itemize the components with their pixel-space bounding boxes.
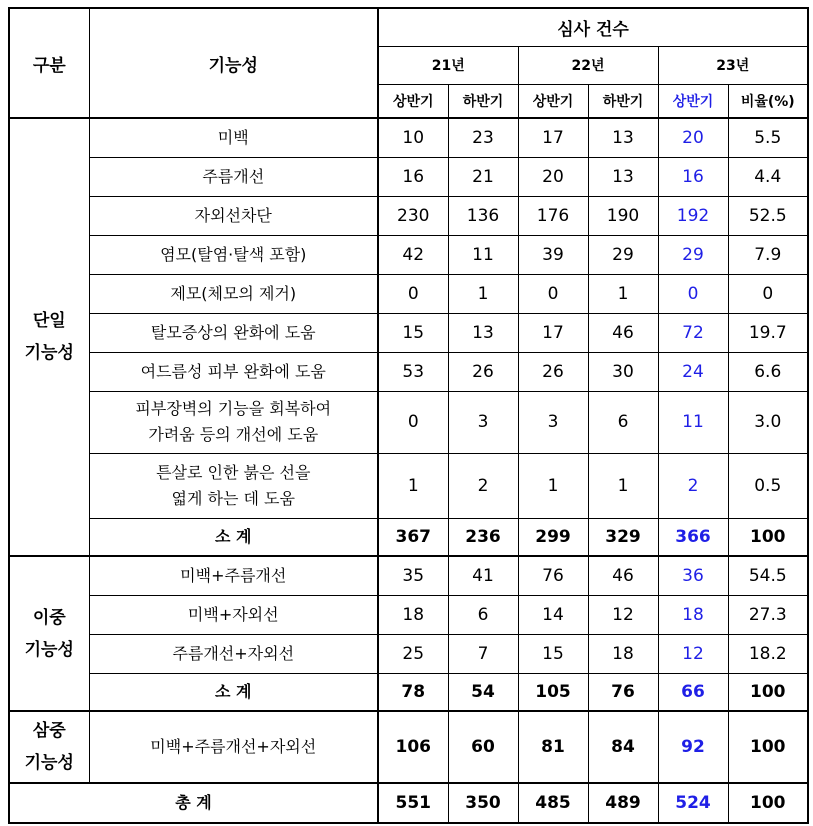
subtotal-value [728,518,808,556]
table-row [9,118,808,157]
text-line: 가려움 등의 개선에 도움 [148,425,319,444]
text-line: 18 [402,604,425,625]
table-row [9,274,808,313]
text-line: 1 [617,475,629,496]
total-value [658,783,728,823]
text-line: 주름개선+자외선 [172,643,295,663]
text-line: 0 [762,283,774,304]
text-line: 18 [682,604,704,625]
value-cell [378,274,448,313]
text-line: 192 [676,205,710,226]
text-line: 3.0 [754,412,782,432]
value-cell [658,118,728,157]
value-cell [588,235,658,274]
text-line: 11 [472,244,494,265]
text-line: 엷게 하는 데 도움 [171,488,295,508]
table-row [9,352,808,391]
text-line: 탈모증상의 완화에 도움 [150,322,316,342]
value-cell [378,556,448,595]
value-cell [658,313,728,352]
value-cell [588,274,658,313]
subtotal-value [448,518,518,556]
text-line: 14 [542,604,564,625]
function-label [89,711,378,783]
text-line: 0 [547,283,559,304]
value-cell [728,118,808,157]
value-cell [378,196,448,235]
value-cell [658,556,728,595]
text-line: 11 [682,412,704,432]
value-cell [518,118,588,157]
text-line: 105 [535,681,571,702]
text-line: 485 [535,793,571,813]
text-line: 삼중 [32,721,66,741]
text-line: 524 [675,793,711,813]
value-cell [518,453,588,518]
subtotal-row [9,673,808,711]
value-cell [448,313,518,352]
function-label [89,196,378,235]
value-cell [658,595,728,634]
table-row [9,634,808,673]
value-cell [448,711,518,783]
header-year-22: 22년 [518,46,658,84]
value-cell [728,634,808,673]
function-label [89,118,378,157]
value-cell [378,118,448,157]
total-value [728,783,808,823]
header-row-1 [9,8,808,46]
text-line: 53 [402,361,425,382]
text-line: 236 [465,526,501,547]
value-cell [378,313,448,352]
function-label [89,313,378,352]
text-line: 0 [407,412,419,432]
value-cell [448,453,518,518]
text-line: 76 [542,565,564,586]
text-line: 92 [681,737,705,757]
text-line: 16 [402,166,425,187]
table-body [9,8,808,823]
value-cell [728,352,808,391]
value-cell [518,595,588,634]
text-line: 기능성 [24,639,74,660]
review-count-table [8,7,809,824]
subtotal-value [728,673,808,711]
value-cell [728,453,808,518]
text-line: 17 [542,322,564,343]
text-line: 190 [606,205,640,226]
function-label [89,352,378,391]
subtotal-value [378,673,448,711]
subtotal-label [89,518,378,556]
value-cell [378,391,448,453]
value-cell [588,313,658,352]
text-line: 13 [472,322,494,343]
text-line: 230 [397,205,430,226]
text-line: 20 [682,127,704,148]
text-line: 13 [612,166,634,187]
value-cell [588,391,658,453]
text-line: 1 [547,475,559,496]
value-cell [518,634,588,673]
value-cell [588,196,658,235]
subtotal-value [588,518,658,556]
value-cell [588,453,658,518]
value-cell [378,157,448,196]
text-line: 136 [466,205,500,226]
text-line: 54 [471,681,495,702]
text-line: 0.5 [754,475,782,496]
text-line: 18 [612,643,634,664]
text-line: 미백+주름개선+자외선 [150,737,317,756]
text-line: 551 [395,793,431,813]
table-row [9,453,808,518]
text-line: 489 [605,793,641,813]
function-label [89,453,378,518]
subtotal-value [658,518,728,556]
text-line: 13 [612,127,634,148]
value-cell [378,453,448,518]
subtotal-value [658,673,728,711]
text-line: 46 [612,322,634,343]
value-cell [658,352,728,391]
value-cell [588,352,658,391]
table-row [9,157,808,196]
value-cell [658,274,728,313]
total-value [378,783,448,823]
function-label [89,235,378,274]
text-line: 42 [402,244,425,265]
value-cell [588,711,658,783]
text-line: 78 [401,681,426,702]
text-line: 15 [542,643,564,664]
value-cell [588,595,658,634]
text-line: 176 [536,205,570,226]
text-line: 18.2 [748,643,787,664]
header-year-23: 23년 [658,46,808,84]
total-label [9,783,378,823]
text-line: 29 [682,244,704,265]
value-cell [518,274,588,313]
value-cell [448,595,518,634]
value-cell [448,634,518,673]
text-line: 100 [750,737,786,757]
text-line: 106 [395,737,431,757]
function-label [89,157,378,196]
table-row [9,391,808,453]
value-cell [518,352,588,391]
text-line: 54.5 [748,565,787,586]
table-row [9,711,808,783]
text-line: 35 [402,565,425,586]
header-year-21: 21년 [378,46,518,84]
total-value [588,783,658,823]
subtotal-row [9,518,808,556]
text-line: 66 [681,681,705,702]
value-cell [658,453,728,518]
text-line: 25 [402,643,425,664]
text-line: 미백+자외선 [187,604,279,624]
text-line: 미백 [217,127,249,147]
text-line: 52.5 [748,205,787,226]
text-line: 81 [541,737,565,757]
header-function: 기능성 [89,8,378,118]
value-cell [378,595,448,634]
value-cell [448,235,518,274]
text-line: 제모(체모의 제거) [170,283,297,303]
value-cell [728,595,808,634]
value-cell [658,157,728,196]
text-line: 100 [750,681,786,702]
value-cell [728,157,808,196]
text-line: 27.3 [748,604,787,625]
text-line: 1 [407,475,419,496]
header-22-h1: 상반기 [518,84,588,118]
text-line: 46 [612,565,634,586]
value-cell [728,313,808,352]
value-cell [588,556,658,595]
value-cell [588,157,658,196]
value-cell [518,711,588,783]
value-cell [448,556,518,595]
text-line: 29 [612,244,634,265]
text-line: 6 [617,412,629,432]
header-21-h2: 하반기 [448,84,518,118]
text-line: 소 계 [215,681,252,701]
value-cell [518,313,588,352]
text-line: 26 [542,361,564,382]
text-line: 17 [542,127,564,148]
value-cell [588,634,658,673]
text-line: 100 [750,793,786,813]
table-row [9,595,808,634]
value-cell [448,274,518,313]
table-row [9,313,808,352]
value-cell [658,634,728,673]
value-cell [518,556,588,595]
text-line: 76 [611,681,635,702]
text-line: 84 [611,737,635,757]
text-line: 3 [547,412,559,432]
value-cell [658,235,728,274]
header-23-h1: 상반기 [658,84,728,118]
group-name [9,711,89,783]
subtotal-value [588,673,658,711]
value-cell [518,196,588,235]
header-review-count: 심사 건수 [378,8,808,46]
value-cell [448,352,518,391]
text-line: 기능성 [24,343,74,363]
text-line: 0 [687,283,699,304]
text-line: 단일 [32,311,66,331]
text-line: 소 계 [215,526,252,546]
header-21-h1: 상반기 [378,84,448,118]
text-line: 21 [472,166,494,187]
value-cell [728,556,808,595]
text-line: 19.7 [748,322,787,343]
text-line: 자외선차단 [194,205,272,225]
text-line: 100 [750,526,786,547]
text-line: 이중 [32,607,66,628]
value-cell [658,196,728,235]
value-cell [658,391,728,453]
subtotal-value [518,673,588,711]
value-cell [728,711,808,783]
total-row [9,783,808,823]
function-label [89,634,378,673]
text-line: 299 [535,526,571,547]
text-line: 6.6 [754,361,782,382]
text-line: 367 [395,526,431,547]
value-cell [518,391,588,453]
value-cell [378,634,448,673]
text-line: 12 [612,604,634,625]
text-line: 36 [682,565,704,586]
text-line: 3 [477,412,489,432]
value-cell [728,235,808,274]
text-line: 주름개선 [202,166,265,186]
value-cell [378,711,448,783]
text-line: 피부장벽의 기능을 회복하여 [135,399,332,418]
table-row [9,196,808,235]
text-line: 60 [471,737,495,757]
text-line: 7 [477,643,489,664]
text-line: 미백+주름개선 [180,565,287,585]
subtotal-value [518,518,588,556]
text-line: 염모(탈염·탈색 포함) [160,244,307,264]
text-line: 26 [472,361,494,382]
function-label [89,274,378,313]
subtotal-value [378,518,448,556]
header-ratio: 비율(%) [728,84,808,118]
text-line: 5.5 [754,127,782,148]
value-cell [378,235,448,274]
value-cell [448,391,518,453]
text-line: 39 [542,244,564,265]
text-line: 41 [472,565,494,586]
value-cell [448,118,518,157]
value-cell [588,118,658,157]
value-cell [378,352,448,391]
value-cell [518,235,588,274]
group-name [9,118,89,556]
text-line: 350 [465,793,501,813]
total-value [518,783,588,823]
function-label [89,391,378,453]
text-line: 12 [682,643,704,664]
text-line: 24 [682,361,704,382]
subtotal-label [89,673,378,711]
group-name [9,556,89,711]
value-cell [448,157,518,196]
header-category: 구분 [9,8,89,118]
value-cell [728,274,808,313]
total-value [448,783,518,823]
text-line: 30 [612,361,634,382]
text-line: 20 [542,166,564,187]
header-22-h2: 하반기 [588,84,658,118]
text-line: 여드름성 피부 완화에 도움 [140,361,326,381]
value-cell [728,196,808,235]
text-line: 10 [402,127,425,148]
text-line: 기능성 [24,753,74,773]
value-cell [728,391,808,453]
subtotal-value [448,673,518,711]
text-line: 16 [682,166,704,187]
text-line: 23 [472,127,494,148]
text-line: 0 [407,283,419,304]
value-cell [658,711,728,783]
table-row [9,235,808,274]
function-label [89,556,378,595]
text-line: 329 [605,526,641,547]
value-cell [448,196,518,235]
text-line: 7.9 [754,244,782,265]
text-line: 15 [402,322,425,343]
value-cell [518,157,588,196]
text-line: 2 [687,475,699,496]
text-line: 6 [477,604,489,625]
text-line: 366 [675,526,711,547]
text-line: 4.4 [754,166,782,187]
text-line: 1 [477,283,489,304]
table-row [9,556,808,595]
text-line: 2 [477,475,489,496]
text-line: 1 [617,283,629,304]
text-line: 총 계 [175,793,212,812]
text-line: 튼살로 인한 붉은 선을 [156,462,311,482]
text-line: 72 [682,322,704,343]
function-label [89,595,378,634]
